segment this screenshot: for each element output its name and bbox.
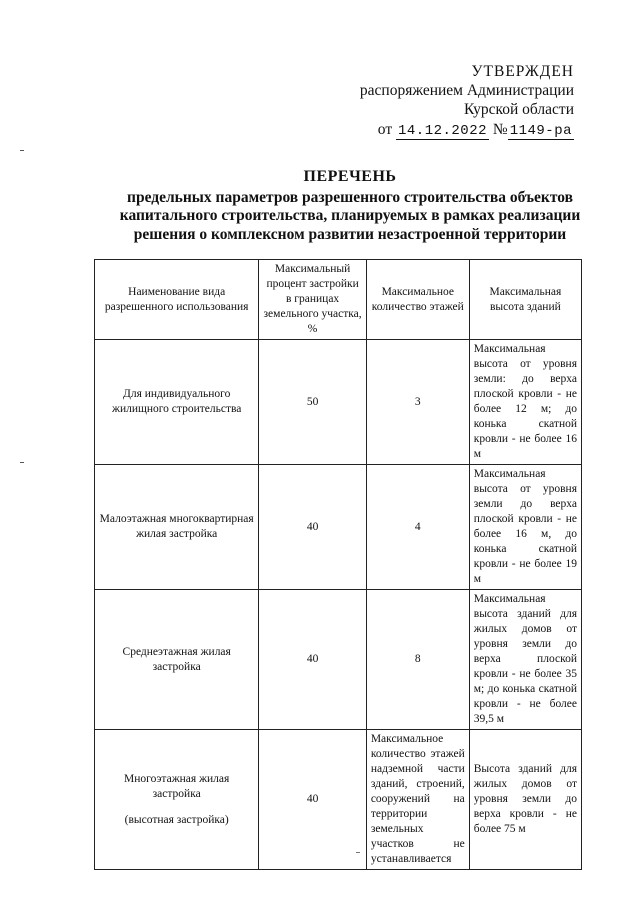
approval-region: Курской области: [463, 101, 574, 118]
margin-mark: [20, 150, 24, 151]
header-height: Максимальная высота зданий: [469, 260, 581, 340]
cell-floors: Максимальное количество этажей надземной части зданий, строений, сооружений на территории земельных участков не устанавливается: [366, 730, 469, 870]
header-floors: Максимальное количество этажей: [366, 260, 469, 340]
date-prefix: от: [377, 121, 393, 138]
approval-title: УТВЕРЖДЕН: [471, 63, 574, 80]
cell-percent: 40: [259, 730, 366, 870]
table-row: [95, 730, 582, 870]
approval-date: 14.12.2022: [398, 123, 488, 139]
parameters-table: [94, 259, 582, 870]
scan-mark: [356, 852, 360, 853]
document-subtitle-line: решения о комплексном развитии незастроенной территории: [133, 225, 567, 243]
cell-percent: 40: [259, 465, 366, 590]
cell-percent: 50: [259, 340, 366, 465]
number-prefix: №: [492, 121, 508, 138]
approval-authority: распоряжением Администрации: [359, 82, 574, 99]
document-subtitle-line: капитального строительства, планируемых в рамках реализации: [119, 207, 581, 224]
cell-type-text: Многоэтажная жилая застройка: [124, 772, 230, 800]
cell-type: [95, 730, 259, 870]
cell-percent: 40: [259, 590, 366, 730]
margin-mark: [20, 462, 24, 463]
table-header-row: [95, 260, 582, 340]
cell-height: Высота зданий для жилых домов от уровня земли до верха кровли - не более 75 м: [469, 730, 581, 870]
document-subtitle-line: предельных параметров разрешенного строительства объектов: [127, 188, 573, 206]
cell-floors: 4: [366, 465, 469, 590]
cell-height: Максимальная высота от уровня земли: до верха плоской кровли - не более 12 м; до конька скатной кровли - не более 16 м: [469, 340, 581, 465]
approval-date-line: [314, 120, 574, 141]
approval-block: [314, 62, 574, 141]
cell-type: Малоэтажная многоквартирная жилая застройка: [95, 465, 259, 590]
document-heading: [60, 168, 640, 244]
cell-type: Среднеэтажная жилая застройка: [95, 590, 259, 730]
table-row: [95, 590, 582, 730]
document-title: ПЕРЕЧЕНЬ: [303, 168, 397, 185]
cell-type-note: (высотная застройка): [124, 813, 229, 826]
table-row: [95, 465, 582, 590]
cell-height: Максимальная высота зданий для жилых домов от уровня земли до верха плоской кровли - не более 35 м; до конька скатной кровли - не более 39,5 м: [469, 590, 581, 730]
cell-floors: 3: [366, 340, 469, 465]
table-row: [95, 340, 582, 465]
header-type: Наименование вида разрешенного использования: [95, 260, 259, 340]
cell-floors: 8: [366, 590, 469, 730]
approval-number: 1149-ра: [509, 123, 572, 139]
cell-height: Максимальная высота от уровня земли до верха плоской кровли - не более 16 м, до конька скатной кровли - не более 19 м: [469, 465, 581, 590]
header-percent: Максимальный процент застройки в границах земельного участка, %: [259, 260, 366, 340]
cell-type: Для индивидуального жилищного строительства: [95, 340, 259, 465]
